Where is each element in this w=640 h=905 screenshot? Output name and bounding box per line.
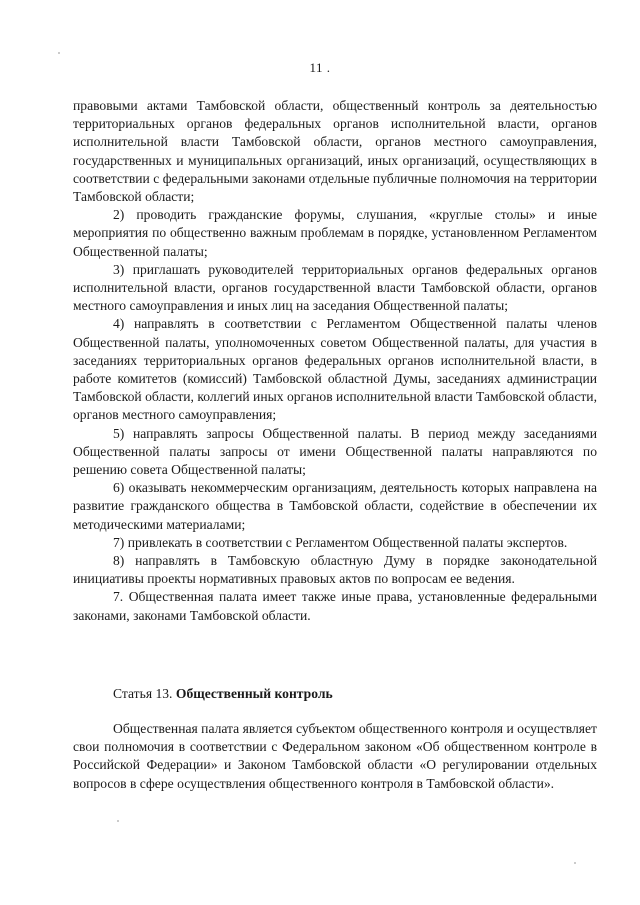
body-text: [73, 97, 597, 625]
paragraph-section-7: 7. Общественная палата имеет также иные права, установленные федеральными законами, законами Тамбовской области.: [73, 589, 597, 623]
paragraph-item-8: 8) направлять в Тамбовскую областную Думу в порядке законодательной инициативы проекты нормативных правовых актов по вопросам ее ведения.: [73, 553, 597, 587]
paragraph-continuation: правовыми актами Тамбовской области, общественный контроль за деятельностью территориальных органов федеральных органов исполнительной власти, органов исполнительной власти Тамбовской области, органов местного самоуправления, государственных и муниципальных организаций, иных организаций, осуществляющих в соответствии с федеральными законами отдельные публичные полномочия на территории Тамбовской области;: [73, 98, 597, 205]
paragraph-item-7: 7) привлекать в соответствии с Регламентом Общественной палаты экспертов.: [113, 534, 568, 550]
scan-artifact: [58, 52, 60, 54]
paragraph-item-2: 2) проводить гражданские форумы, слушания, «круглые столы» и иные мероприятия по общественно важным проблемам в порядке, установленном Регламентом Общественной палаты;: [73, 207, 597, 259]
article-heading: [113, 685, 333, 703]
page-number: [0, 60, 640, 76]
paragraph-item-4: 4) направлять в соответствии с Регламентом Общественной палаты членов Общественной палаты, уполномоченных советом Общественной палаты, для участия в заседаниях территориальных органов федеральных органов исполнительной власти, в работе комитетов (комиссий) Тамбовской областной Думы, заседаниях администрации Тамбовской области, коллегий иных органов исполнительной власти Тамбовской области, органов местного самоуправления;: [73, 316, 597, 423]
paragraph-item-3: 3) приглашать руководителей территориальных органов федеральных органов исполнительной власти, органов государственной власти Тамбовской области, органов местного самоуправления и иных лиц на заседания Общественной палаты;: [73, 261, 597, 314]
paragraph-item-5: 5) направлять запросы Общественной палаты. В период между заседаниями Общественной палаты запросы от имени Общественной палаты направляются по решению совета Общественной палаты;: [73, 425, 597, 478]
paragraph-item-6: 6) оказывать некоммерческим организациям, деятельность которых направлена на развитие гражданского общества в Тамбовской области, содействие в обеспечении их методическими материалами;: [73, 480, 597, 532]
article-paragraph: Общественная палата является субъектом общественного контроля и осуществляет свои полномочия в соответствии с Федеральном законом «Об общественном контроле в Российской Федерации» и Законом Тамбовской области «О регулировании отдельных вопросов в сфере осуществления общественного контроля в Тамбовской области».: [73, 721, 597, 791]
article-label: Статья 13.: [113, 686, 173, 701]
page-number-value: 11: [309, 60, 324, 75]
article-body: [73, 720, 597, 793]
page-number-dot: .: [323, 60, 331, 75]
scan-artifact: [117, 820, 119, 822]
article-title: Общественный контроль: [175, 686, 333, 701]
scan-artifact: [574, 862, 576, 864]
